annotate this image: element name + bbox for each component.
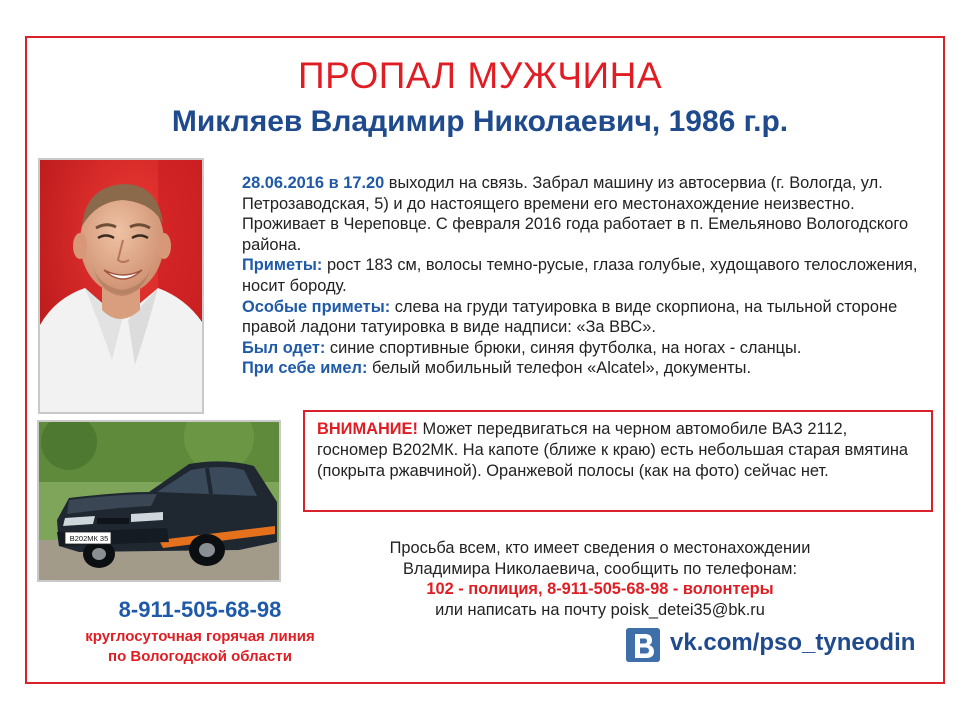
last-contact-datetime: 28.06.2016 в 17.20 [242, 174, 385, 192]
portrait-image [40, 160, 202, 412]
license-plate: В202МК 35 [69, 534, 109, 543]
poster-headline: ПРОПАЛ МУЖЧИНА [297, 55, 663, 96]
contact-phones: 102 - полиция, 8-911-505-68-98 - волонтеры [426, 580, 774, 598]
items-text: белый мобильный телефон «Alcatel», документы. [367, 359, 752, 378]
contact-email-line: или написать на почту poisk_detei35@bk.ru [435, 600, 765, 619]
appeal-line-1: Просьба всем, кто имеет сведения о местонахождении [389, 539, 811, 557]
car-image [39, 422, 279, 580]
hotline-caption-line-1: круглосуточная горячая линия [85, 628, 315, 645]
vk-logo-icon [626, 628, 660, 662]
description-intro [242, 173, 932, 255]
clothes-label: Был одет: [242, 338, 326, 357]
special-signs-paragraph [242, 297, 932, 338]
appeal-line-2: Владимира Николаевича, сообщить по телефонам: [402, 559, 797, 578]
items-paragraph [242, 358, 932, 379]
attention-label: ВНИМАНИЕ! [317, 420, 418, 438]
signs-paragraph [242, 255, 932, 296]
items-label: При себе имел: [242, 359, 368, 378]
vk-b-glyph [626, 628, 660, 662]
intro-text: выходил на связь. Забрал машину из автосервиа (г. Вологда, ул. Петрозаводская, 5) и до настоящего времени его местонахождение неизвестно. Проживает в Череповце. С февраля 2016 года работает в п. Емельяново Вологодского района. [242, 174, 909, 254]
vk-group-link[interactable]: vk.com/pso_tyneodin [670, 629, 916, 656]
description-block [242, 173, 932, 379]
clothes-text: синие спортивные брюки, синяя футболка, на ногах - сланцы. [325, 338, 802, 357]
signs-text: рост 183 см, волосы темно-русые, глаза голубые, худощавого телосложения, носит бороду. [242, 256, 918, 295]
hotline-phone: 8-911-505-68-98 [118, 597, 282, 622]
appeal-block [340, 538, 860, 620]
car-photo [37, 420, 281, 582]
attention-text: Может передвигаться на черном автомобиле ВАЗ 2112, госномер В202МК. На капоте (ближе к краю) есть небольшая старая вмятина (покрыта ржавчиной). Оранжевой полосы (как на фото) сейчас нет. [317, 420, 909, 480]
clothes-paragraph [242, 338, 932, 359]
hotline-caption [40, 627, 360, 667]
missing-person-name: Микляев Владимир Николаевич, 1986 г.р. [171, 105, 789, 138]
special-signs-label: Особые приметы: [242, 297, 391, 316]
special-signs-text: слева на груди татуировка в виде скорпиона, на тыльной стороне правой ладони татуировка в виде надписи: «За ВВС». [242, 297, 898, 337]
signs-label: Приметы: [242, 256, 323, 275]
hotline-caption-line-2: по Вологодской области [108, 648, 292, 665]
missing-person-photo [38, 158, 204, 414]
attention-box [303, 410, 933, 512]
